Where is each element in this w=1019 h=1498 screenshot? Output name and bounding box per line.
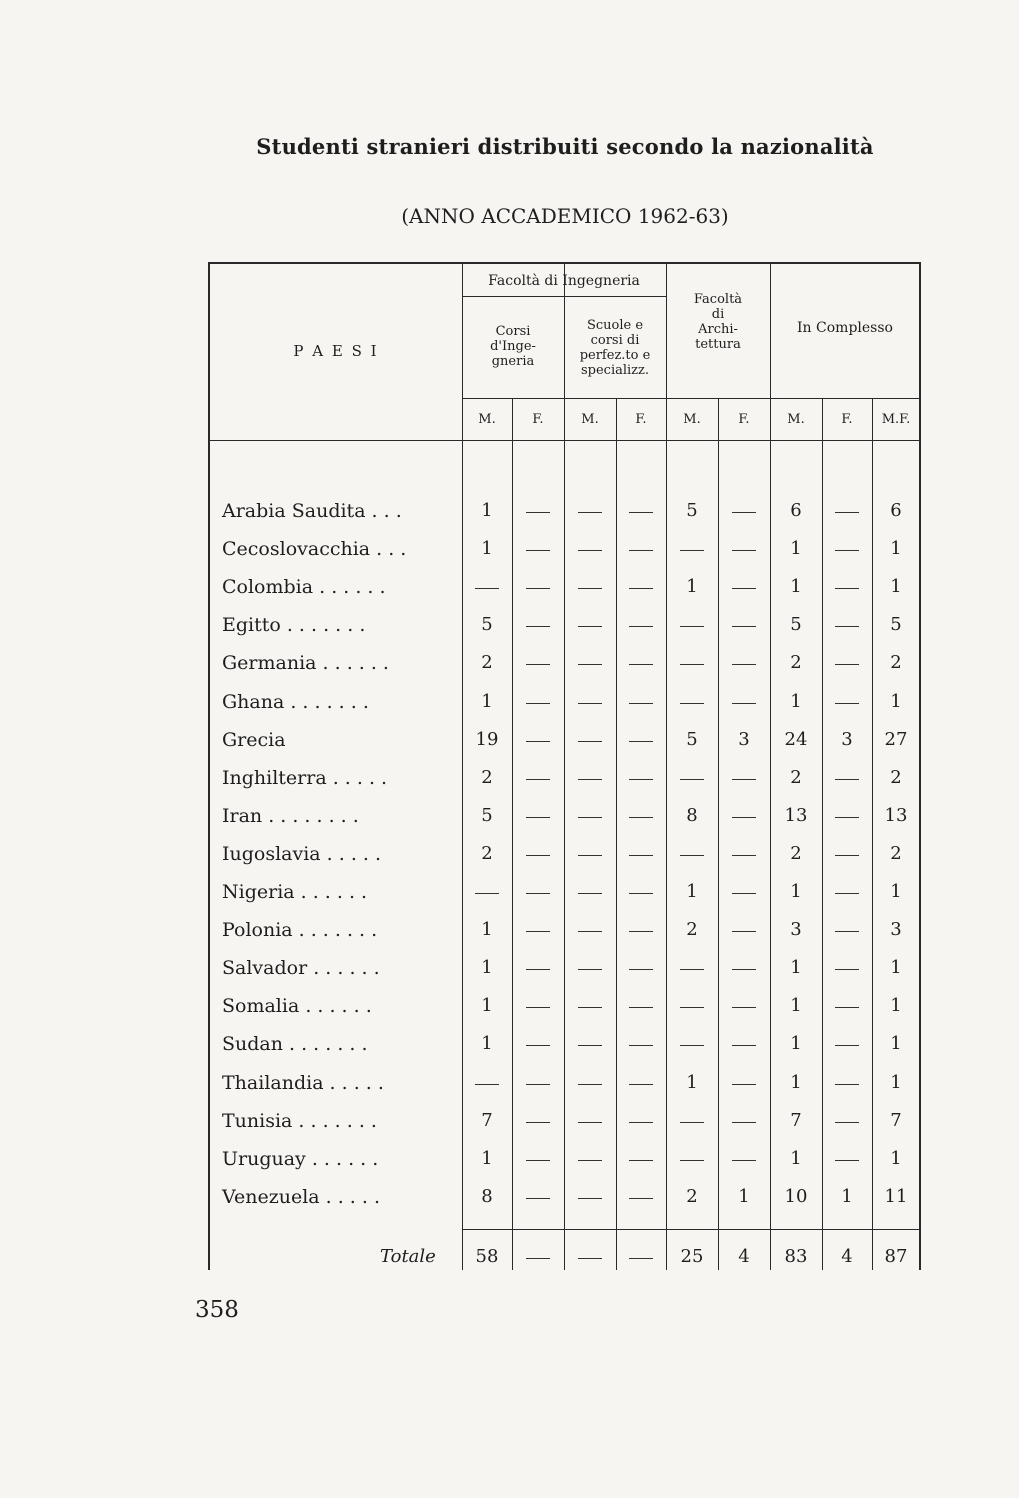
empty-cell-dash <box>680 1007 704 1008</box>
in-complesso-header: In Complesso <box>797 320 893 336</box>
country-name: Iugoslavia . . . . . <box>222 843 382 865</box>
empty-cell-dash <box>680 1122 704 1123</box>
column-header-m: M. <box>581 412 599 427</box>
paesi-header: P A E S I <box>293 342 379 360</box>
cell-value: 1 <box>481 957 493 978</box>
cell-value: 5 <box>481 614 493 635</box>
empty-cell-dash <box>732 779 756 780</box>
cell-value: 1 <box>790 538 802 559</box>
empty-cell-dash <box>578 588 602 589</box>
empty-cell-dash <box>526 1122 550 1123</box>
empty-cell-dash <box>835 855 859 856</box>
empty-cell-dash <box>629 1007 653 1008</box>
cell-value: 7 <box>481 1110 493 1131</box>
cell-value: 3 <box>841 729 853 750</box>
cell-value: 2 <box>790 767 802 788</box>
facolta-architettura-header-line: di <box>711 307 725 322</box>
facolta-architettura-header-line: tettura <box>695 337 741 352</box>
cell-value: 5 <box>790 614 802 635</box>
empty-cell-dash <box>578 512 602 513</box>
total-value: 25 <box>680 1246 704 1267</box>
cell-value: 1 <box>686 1072 698 1093</box>
empty-cell-dash <box>526 1084 550 1085</box>
cell-value: 1 <box>790 1072 802 1093</box>
cell-value: 5 <box>686 729 698 750</box>
cell-value: 6 <box>890 500 902 521</box>
cell-value: 27 <box>884 729 908 750</box>
empty-cell-dash <box>835 588 859 589</box>
empty-cell-dash <box>732 893 756 894</box>
empty-cell-dash <box>680 855 704 856</box>
corsi-ingegneria-header-line: gneria <box>491 354 535 369</box>
empty-cell-dash <box>835 1122 859 1123</box>
empty-cell-dash <box>526 817 550 818</box>
cell-value: 1 <box>481 538 493 559</box>
empty-cell-dash <box>680 969 704 970</box>
cell-value: 1 <box>481 995 493 1016</box>
cell-value: 1 <box>481 1148 493 1169</box>
empty-cell-dash <box>578 1045 602 1046</box>
empty-cell-dash <box>835 703 859 704</box>
empty-cell-dash <box>835 779 859 780</box>
cell-value: 1 <box>890 995 902 1016</box>
column-header-mf: M.F. <box>881 412 911 427</box>
column-header-f: F. <box>532 412 544 427</box>
cell-value: 1 <box>890 538 902 559</box>
empty-cell-dash <box>526 779 550 780</box>
empty-cell-dash <box>526 1160 550 1161</box>
empty-cell-dash <box>680 550 704 551</box>
empty-cell-dash <box>732 931 756 932</box>
empty-cell-dash <box>732 817 756 818</box>
empty-cell-dash <box>629 931 653 932</box>
empty-cell-dash <box>526 1198 550 1199</box>
empty-cell-dash <box>835 550 859 551</box>
empty-cell-dash <box>835 1160 859 1161</box>
empty-cell-dash <box>629 664 653 665</box>
empty-cell-dash <box>578 969 602 970</box>
empty-cell-dash <box>732 664 756 665</box>
empty-cell-dash <box>578 893 602 894</box>
cell-value: 1 <box>890 957 902 978</box>
cell-value: 8 <box>686 805 698 826</box>
cell-value: 2 <box>481 767 493 788</box>
empty-cell-dash <box>680 626 704 627</box>
subcolumn-divider <box>718 398 719 1270</box>
total-rule <box>462 1229 920 1230</box>
empty-cell-dash <box>835 1045 859 1046</box>
empty-cell-dash <box>680 779 704 780</box>
cell-value: 1 <box>841 1186 853 1207</box>
empty-cell-dash <box>732 969 756 970</box>
empty-cell-dash <box>475 588 499 589</box>
column-header-f: F. <box>738 412 750 427</box>
table-left-border <box>208 262 210 1270</box>
cell-value: 8 <box>481 1186 493 1207</box>
empty-cell-dash <box>629 550 653 551</box>
cell-value: 1 <box>481 919 493 940</box>
empty-cell-dash <box>629 779 653 780</box>
column-header-f: F. <box>635 412 647 427</box>
cell-value: 1 <box>890 1148 902 1169</box>
empty-cell-dash <box>732 1007 756 1008</box>
empty-cell-dash <box>526 1007 550 1008</box>
cell-value: 3 <box>738 729 750 750</box>
empty-cell-dash <box>526 703 550 704</box>
total-value: 83 <box>784 1246 808 1267</box>
empty-cell-dash <box>578 550 602 551</box>
total-value: 58 <box>475 1246 499 1267</box>
cell-value: 1 <box>790 576 802 597</box>
cell-value: 1 <box>890 1033 902 1054</box>
empty-cell-dash <box>835 817 859 818</box>
country-name: Ghana . . . . . . . <box>222 691 369 713</box>
empty-cell-dash <box>629 1198 653 1199</box>
empty-cell-dash <box>475 1084 499 1085</box>
subcolumn-divider <box>872 398 873 1270</box>
empty-cell-dash <box>835 1084 859 1085</box>
country-name: Venezuela . . . . . <box>222 1186 380 1208</box>
empty-cell-dash <box>732 626 756 627</box>
scuole-corsi-header-line: corsi di <box>590 333 640 348</box>
empty-cell-dash <box>835 969 859 970</box>
empty-cell-dash <box>732 1084 756 1085</box>
cell-value: 1 <box>790 995 802 1016</box>
empty-cell-dash <box>629 703 653 704</box>
empty-cell-dash <box>629 588 653 589</box>
empty-cell-dash <box>526 931 550 932</box>
empty-cell-dash <box>680 703 704 704</box>
cell-value: 13 <box>884 805 908 826</box>
column-header-m: M. <box>787 412 805 427</box>
column-header-m: M. <box>478 412 496 427</box>
empty-cell-dash <box>629 1084 653 1085</box>
cell-value: 1 <box>481 691 493 712</box>
empty-cell-dash <box>680 664 704 665</box>
empty-cell-dash <box>629 1258 653 1259</box>
cell-value: 2 <box>890 767 902 788</box>
cell-value: 1 <box>790 691 802 712</box>
cell-value: 2 <box>790 843 802 864</box>
subcolumn-divider <box>512 398 513 1270</box>
facolta-architettura-header <box>666 292 770 352</box>
country-name: Polonia . . . . . . . <box>222 919 378 941</box>
empty-cell-dash <box>578 741 602 742</box>
cell-value: 1 <box>481 1033 493 1054</box>
empty-cell-dash <box>629 741 653 742</box>
total-value: 87 <box>884 1246 908 1267</box>
empty-cell-dash <box>732 588 756 589</box>
cell-value: 7 <box>790 1110 802 1131</box>
subheader-bottom-rule <box>208 440 920 441</box>
empty-cell-dash <box>578 1122 602 1123</box>
empty-cell-dash <box>835 893 859 894</box>
country-name: Iran . . . . . . . . <box>222 805 359 827</box>
empty-cell-dash <box>526 626 550 627</box>
cell-value: 13 <box>784 805 808 826</box>
country-name: Nigeria . . . . . . <box>222 881 368 903</box>
cell-value: 5 <box>686 500 698 521</box>
cell-value: 3 <box>790 919 802 940</box>
country-name: Egitto . . . . . . . <box>222 614 366 636</box>
empty-cell-dash <box>835 664 859 665</box>
empty-cell-dash <box>629 969 653 970</box>
total-value: 4 <box>841 1246 853 1267</box>
cell-value: 10 <box>784 1186 808 1207</box>
empty-cell-dash <box>629 1045 653 1046</box>
country-name: Cecoslovacchia . . . <box>222 538 407 560</box>
empty-cell-dash <box>526 893 550 894</box>
scuole-corsi-header-line: Scuole e <box>586 318 644 333</box>
empty-cell-dash <box>578 1007 602 1008</box>
empty-cell-dash <box>578 817 602 818</box>
subheader-top-rule <box>462 398 920 399</box>
empty-cell-dash <box>835 512 859 513</box>
cell-value: 1 <box>790 1148 802 1169</box>
empty-cell-dash <box>526 550 550 551</box>
page-title: Studenti stranieri distribuiti secondo la nazionalità <box>256 134 874 159</box>
total-label: Totale <box>380 1246 436 1267</box>
empty-cell-dash <box>629 893 653 894</box>
total-value: 4 <box>738 1246 750 1267</box>
cell-value: 1 <box>790 957 802 978</box>
empty-cell-dash <box>835 1007 859 1008</box>
country-name: Somalia . . . . . . <box>222 995 372 1017</box>
column-header-f: F. <box>841 412 853 427</box>
cell-value: 2 <box>686 1186 698 1207</box>
empty-cell-dash <box>732 1122 756 1123</box>
subcolumn-divider <box>822 398 823 1270</box>
facolta-architettura-header-line: Facoltà <box>693 292 743 307</box>
column-header-m: M. <box>683 412 701 427</box>
empty-cell-dash <box>835 626 859 627</box>
cell-value: 5 <box>481 805 493 826</box>
cell-value: 6 <box>790 500 802 521</box>
country-name: Tunisia . . . . . . . <box>222 1110 377 1132</box>
empty-cell-dash <box>526 588 550 589</box>
scuole-corsi-header-line: specializz. <box>580 363 650 378</box>
country-name: Germania . . . . . . <box>222 652 389 674</box>
cell-value: 1 <box>890 576 902 597</box>
empty-cell-dash <box>578 855 602 856</box>
empty-cell-dash <box>526 664 550 665</box>
country-name: Uruguay . . . . . . <box>222 1148 379 1170</box>
corsi-ingegneria-header <box>462 324 564 369</box>
empty-cell-dash <box>629 855 653 856</box>
empty-cell-dash <box>732 1160 756 1161</box>
corsi-ingegneria-header-line: d'Inge- <box>490 339 536 354</box>
country-name: Salvador . . . . . . <box>222 957 380 979</box>
cell-value: 5 <box>890 614 902 635</box>
cell-value: 2 <box>686 919 698 940</box>
empty-cell-dash <box>526 1045 550 1046</box>
empty-cell-dash <box>578 626 602 627</box>
empty-cell-dash <box>732 1045 756 1046</box>
cell-value: 1 <box>686 576 698 597</box>
country-name: Thailandia . . . . . <box>222 1072 384 1094</box>
empty-cell-dash <box>578 664 602 665</box>
empty-cell-dash <box>526 855 550 856</box>
empty-cell-dash <box>578 779 602 780</box>
cell-value: 1 <box>481 500 493 521</box>
country-name: Grecia <box>222 729 286 751</box>
empty-cell-dash <box>578 1258 602 1259</box>
empty-cell-dash <box>526 1258 550 1259</box>
cell-value: 1 <box>890 1072 902 1093</box>
scuole-corsi-header <box>564 318 666 378</box>
cell-value: 2 <box>481 652 493 673</box>
cell-value: 7 <box>890 1110 902 1131</box>
empty-cell-dash <box>629 1160 653 1161</box>
cell-value: 11 <box>884 1186 908 1207</box>
cell-value: 1 <box>686 881 698 902</box>
country-name: Inghilterra . . . . . <box>222 767 388 789</box>
empty-cell-dash <box>578 1084 602 1085</box>
facolta-architettura-header-line: Archi- <box>698 322 738 337</box>
empty-cell-dash <box>732 855 756 856</box>
empty-cell-dash <box>578 931 602 932</box>
cell-value: 2 <box>481 843 493 864</box>
empty-cell-dash <box>578 703 602 704</box>
cell-value: 19 <box>475 729 499 750</box>
empty-cell-dash <box>732 512 756 513</box>
empty-cell-dash <box>732 550 756 551</box>
page-subtitle: (ANNO ACCADEMICO 1962-63) <box>401 204 729 228</box>
empty-cell-dash <box>629 817 653 818</box>
empty-cell-dash <box>578 1160 602 1161</box>
empty-cell-dash <box>629 512 653 513</box>
page-number: 358 <box>195 1297 239 1323</box>
corsi-ingegneria-header-line: Corsi <box>495 324 531 339</box>
empty-cell-dash <box>680 1045 704 1046</box>
cell-value: 2 <box>890 652 902 673</box>
ingegneria-header-rule <box>462 296 666 297</box>
country-name: Colombia . . . . . . <box>222 576 386 598</box>
cell-value: 3 <box>890 919 902 940</box>
empty-cell-dash <box>835 931 859 932</box>
scuole-corsi-header-line: perfez.to e <box>579 348 651 363</box>
subcolumn-divider <box>616 398 617 1270</box>
facolta-ingegneria-header: Facoltà di Ingegneria <box>488 273 640 289</box>
empty-cell-dash <box>526 741 550 742</box>
cell-value: 24 <box>784 729 808 750</box>
country-name: Arabia Saudita . . . <box>222 500 402 522</box>
cell-value: 1 <box>890 691 902 712</box>
cell-value: 1 <box>790 1033 802 1054</box>
cell-value: 2 <box>790 652 802 673</box>
empty-cell-dash <box>732 703 756 704</box>
cell-value: 2 <box>890 843 902 864</box>
empty-cell-dash <box>475 893 499 894</box>
empty-cell-dash <box>578 1198 602 1199</box>
cell-value: 1 <box>738 1186 750 1207</box>
cell-value: 1 <box>790 881 802 902</box>
cell-value: 1 <box>890 881 902 902</box>
empty-cell-dash <box>526 512 550 513</box>
empty-cell-dash <box>629 626 653 627</box>
empty-cell-dash <box>680 1160 704 1161</box>
country-name: Sudan . . . . . . . <box>222 1033 368 1055</box>
empty-cell-dash <box>526 969 550 970</box>
empty-cell-dash <box>629 1122 653 1123</box>
